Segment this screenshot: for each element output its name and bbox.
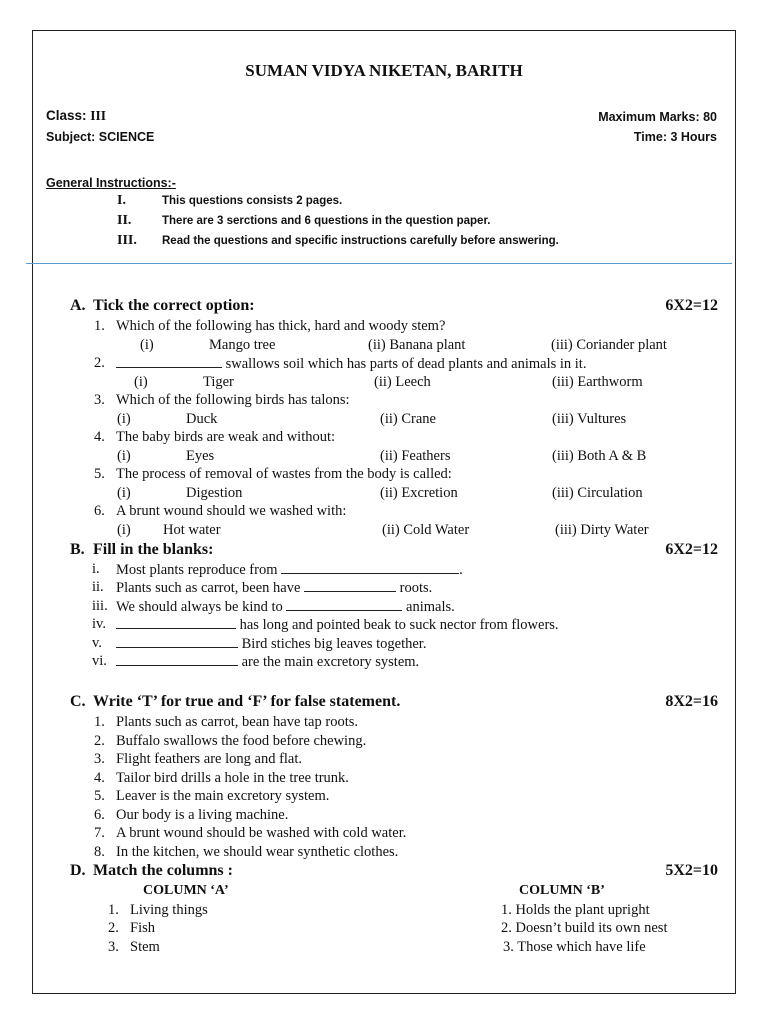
statement-text: A brunt wound should be washed with cold water. <box>116 825 407 841</box>
blank-item-text <box>116 616 559 634</box>
column-a-number: 2. <box>108 920 119 936</box>
blank-item-number: ii. <box>92 579 104 595</box>
question-text <box>116 392 350 409</box>
blank-item-text <box>116 561 463 579</box>
column-a-number: 1. <box>108 902 119 918</box>
question-number: 6. <box>94 503 105 519</box>
option-4: (iii) Vultures <box>552 411 627 427</box>
section-b-title: Fill in the blanks: <box>93 541 214 558</box>
column-a-header: COLUMN ‘A’ <box>143 883 229 898</box>
section-b-marks: 6X2=12 <box>665 541 718 558</box>
blank-text-after: has long and pointed beak to suck nector from flowers. <box>239 617 559 633</box>
class-label: Class: <box>46 108 91 123</box>
statement-text: In the kitchen, we should wear synthetic clothes. <box>116 843 399 860</box>
statement-text: Tailor bird drills a hole in the tree trunk. <box>116 769 349 786</box>
option-4: (iii) Earthworm <box>552 374 643 390</box>
time-allowed: Time: 3 Hours <box>633 130 717 144</box>
question-text <box>116 355 586 373</box>
option-2: Duck <box>186 411 218 427</box>
section-a-marks: 6X2=12 <box>665 297 718 314</box>
option-2: Hot water <box>163 522 221 538</box>
blank-text-before: Plants such as carrot, been have <box>116 580 301 596</box>
question-text <box>116 318 445 335</box>
blank-text-before: We should always be kind to <box>116 599 283 615</box>
max-marks: Maximum Marks: 80 <box>598 110 717 124</box>
column-a-item: Stem <box>130 939 160 955</box>
statement-number: 5. <box>94 788 105 804</box>
option-1: (i) <box>140 337 154 353</box>
blank-text-before: Most plants reproduce from <box>116 562 278 578</box>
option-2: Eyes <box>186 448 215 464</box>
class-info <box>46 108 106 124</box>
blank-item-number: v. <box>92 635 102 651</box>
column-a-item: Fish <box>130 920 155 936</box>
section-c-marks: 8X2=16 <box>665 693 718 710</box>
column-a-item: Living things <box>130 902 208 918</box>
question-text <box>116 466 452 483</box>
question-text-content: A brunt wound should we washed with: <box>116 503 347 519</box>
statement-number: 8. <box>94 843 105 860</box>
answer-blank <box>116 355 222 368</box>
divider <box>26 263 732 264</box>
option-2: Tiger <box>203 374 234 390</box>
blank-text-after: . <box>459 562 463 578</box>
section-c-title: Write ‘T’ for true and ‘F’ for false statement. <box>93 693 401 710</box>
section-a-letter: A. <box>70 297 86 314</box>
subject: Subject: SCIENCE <box>46 130 155 144</box>
blank-text-after: roots. <box>399 580 433 596</box>
section-b-letter: B. <box>70 541 85 558</box>
option-2: Digestion <box>186 485 243 501</box>
blank-item-text <box>116 653 419 671</box>
question-number: 5. <box>94 466 105 482</box>
blank-item-text <box>116 579 432 597</box>
option-3: (ii) Excretion <box>380 485 458 501</box>
question-text-content: The baby birds are weak and without: <box>116 429 336 445</box>
question-text-content: The process of removal of wastes from the body is called: <box>116 466 452 482</box>
column-b-header: COLUMN ‘B’ <box>519 883 605 898</box>
answer-blank <box>116 616 236 629</box>
blank-item-number: i. <box>92 561 100 577</box>
question-number: 3. <box>94 392 105 408</box>
statement-number: 6. <box>94 806 105 823</box>
instruction-number: I. <box>117 193 126 208</box>
option-3: (ii) Cold Water <box>382 522 470 538</box>
column-a-number: 3. <box>108 939 119 955</box>
question-text-content: Which of the following birds has talons: <box>116 392 350 408</box>
statement-number: 4. <box>94 769 105 786</box>
answer-blank <box>286 598 402 611</box>
statement-text: Leaver is the main excretory system. <box>116 788 330 804</box>
blank-item-number: iv. <box>92 616 106 632</box>
option-4: (iii) Dirty Water <box>555 522 649 538</box>
class-value: III <box>90 108 107 123</box>
answer-blank <box>116 653 238 666</box>
instruction-text: There are 3 serctions and 6 questions in the question paper. <box>162 215 491 227</box>
statement-text: Plants such as carrot, bean have tap roots. <box>116 714 358 730</box>
option-2: Mango tree <box>209 337 276 353</box>
blank-text-after: are the main excretory system. <box>241 654 420 670</box>
option-4: (iii) Both A & B <box>552 448 647 464</box>
statement-text: Buffalo swallows the food before chewing. <box>116 732 367 749</box>
blank-item-text <box>116 598 455 616</box>
column-b-item: 1. Holds the plant upright <box>501 902 650 918</box>
instruction-text: This questions consists 2 pages. <box>162 195 343 207</box>
section-a-title: Tick the correct option: <box>93 297 255 314</box>
option-4: (iii) Circulation <box>552 485 643 501</box>
blank-item-number: iii. <box>92 598 108 614</box>
question-number: 1. <box>94 318 105 334</box>
option-4: (iii) Coriander plant <box>551 337 667 353</box>
option-1: (i) <box>117 485 131 501</box>
option-3: (ii) Banana plant <box>368 337 466 353</box>
question-text <box>116 429 335 446</box>
school-name: SUMAN VIDYA NIKETAN, BARITH <box>245 61 523 80</box>
option-1: (i) <box>117 522 131 538</box>
instructions-title: General Instructions:- <box>46 176 176 190</box>
section-d-marks: 5X2=10 <box>665 862 718 879</box>
blank-text-after: Bird stiches big leaves together. <box>241 636 427 652</box>
option-1: (i) <box>134 374 148 390</box>
statement-number: 7. <box>94 825 105 841</box>
statement-number: 1. <box>94 714 105 730</box>
option-1: (i) <box>117 411 131 427</box>
answer-blank <box>304 579 396 592</box>
column-b-item: 3. Those which have life <box>503 939 646 955</box>
instruction-text: Read the questions and specific instructions carefully before answering. <box>162 235 559 247</box>
question-text-content: swallows soil which has parts of dead plants and animals in it. <box>225 356 587 372</box>
option-1: (i) <box>117 448 131 464</box>
statement-number: 2. <box>94 732 105 749</box>
statement-text: Flight feathers are long and flat. <box>116 751 303 767</box>
question-number: 4. <box>94 429 105 445</box>
option-3: (ii) Feathers <box>380 448 451 464</box>
section-d-title: Match the columns : <box>93 862 233 879</box>
column-b-item: 2. Doesn’t build its own nest <box>501 920 668 936</box>
instruction-number: II. <box>117 213 132 228</box>
question-text-content: Which of the following has thick, hard and woody stem? <box>116 318 446 334</box>
question-text <box>116 503 346 520</box>
section-d-letter: D. <box>70 862 86 879</box>
question-number: 2. <box>94 355 105 371</box>
instruction-number: III. <box>117 233 137 248</box>
section-c-letter: C. <box>70 693 86 710</box>
option-3: (ii) Crane <box>380 411 436 427</box>
statement-text: Our body is a living machine. <box>116 806 289 823</box>
blank-item-number: vi. <box>92 653 107 669</box>
statement-number: 3. <box>94 751 105 767</box>
answer-blank <box>281 561 459 574</box>
blank-item-text <box>116 635 426 653</box>
blank-text-after: animals. <box>406 599 455 615</box>
option-3: (ii) Leech <box>374 374 431 390</box>
answer-blank <box>116 635 238 648</box>
